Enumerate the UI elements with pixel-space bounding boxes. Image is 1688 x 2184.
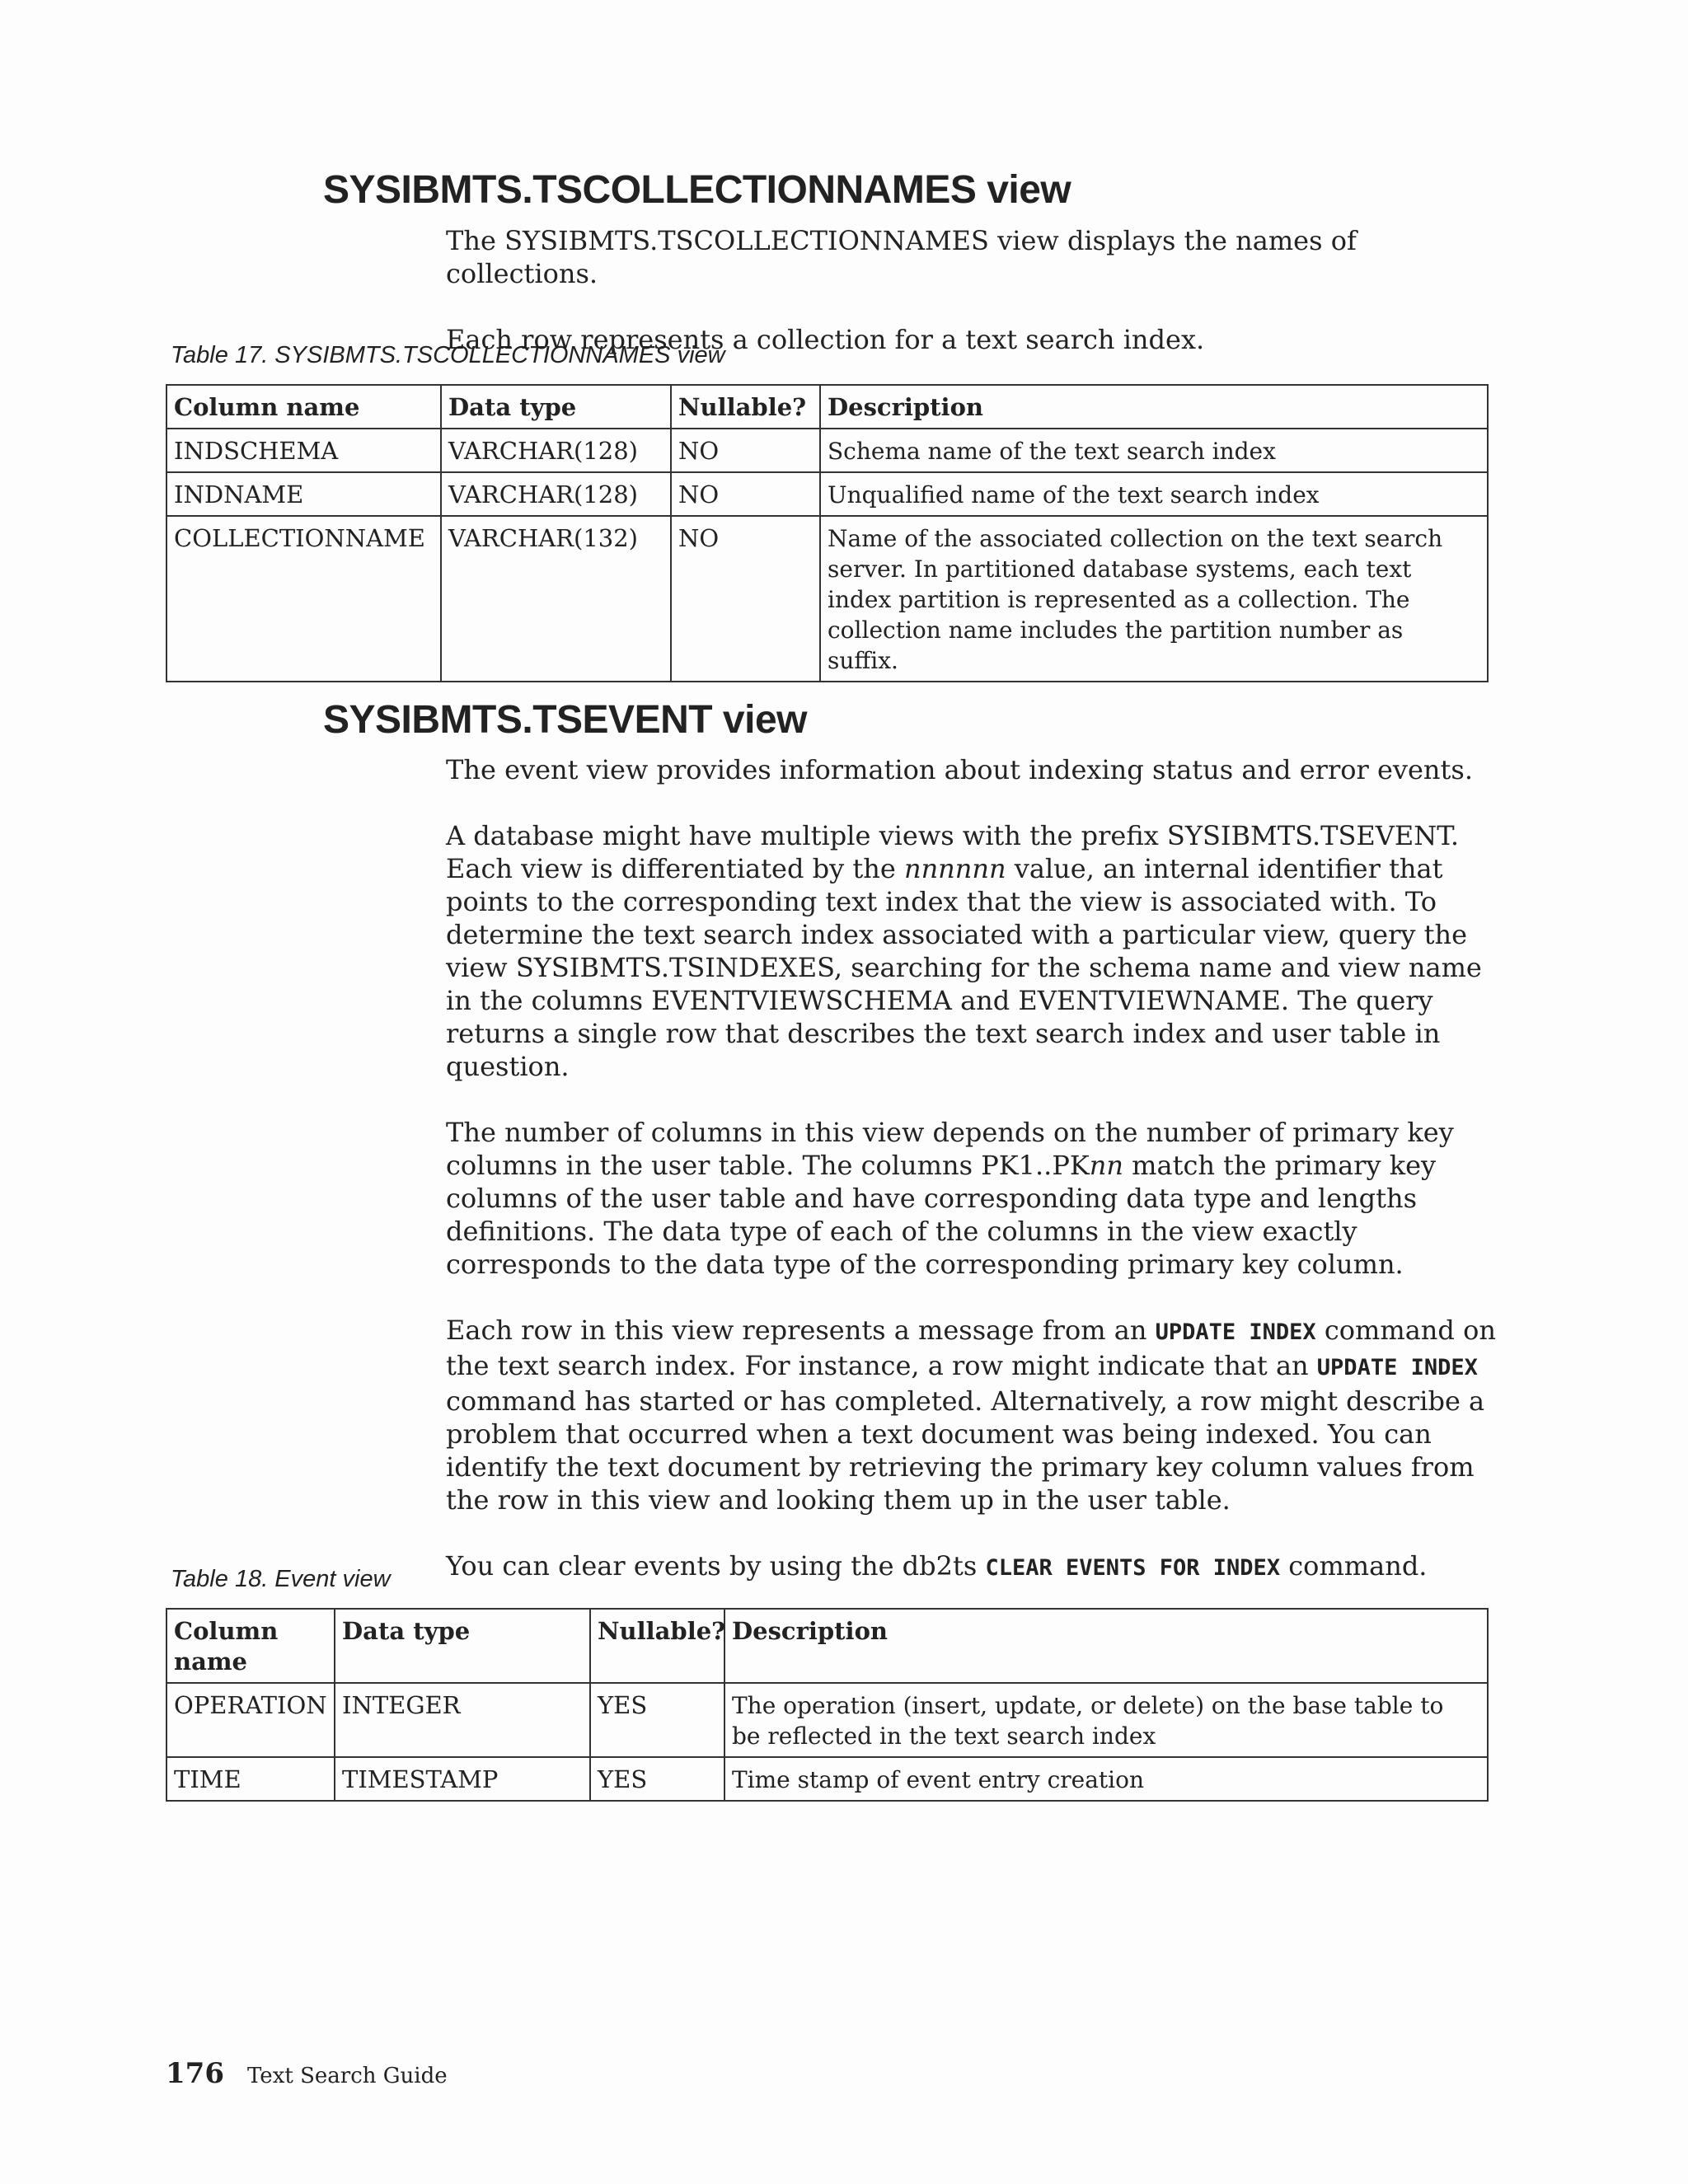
page-number: 176 [166, 2057, 224, 2090]
cell-description: Unqualified name of the text search index [820, 472, 1488, 516]
command-clear-events: CLEAR EVENTS FOR INDEX [985, 1555, 1281, 1581]
header-column-name: Column name [166, 385, 441, 429]
paragraph: Each row represents a collection for a text search index. [446, 324, 1205, 355]
table-tscollectionnames [166, 384, 1489, 682]
cell-data-type: VARCHAR(132) [441, 516, 671, 682]
cell-nullable: NO [671, 516, 820, 682]
cell-nullable: NO [671, 472, 820, 516]
cell-data-type: INTEGER [335, 1683, 590, 1757]
command-update-index: UPDATE INDEX [1155, 1319, 1316, 1345]
cell-data-type: VARCHAR(128) [441, 429, 671, 472]
paragraph: A database might have multiple views with the prefix SYSIBMTS.TSEVENT. Each view is differentiated by the nnnnnn value, an internal identifier that points to the corresponding text index that the view is associated with. To determine the text search index associated with a particular view, query the view SYSIBMTS.TSINDEXES, searching for the schema name and view name in the columns EVENTVIEWSCHEMA and EVENTVIEWNAME. The query returns a single row that describes the text search index and user table in question. [446, 820, 1482, 1082]
paragraph: Each row in this view represents a message from an UPDATE INDEX command on the text search index. For instance, a row might indicate that an UPDATE INDEX command has started or has completed. Alternatively, a row might describe a problem that occurred when a text document was being indexed. You can identify the text document by retrieving the primary key column values from the row in this view and looking them up in the user table. [446, 1315, 1496, 1516]
page-footer [166, 2057, 448, 2090]
table-header-row [166, 1609, 1488, 1683]
table-caption: Table 18. Event view [171, 1566, 391, 1592]
section-title-tsevent: SYSIBMTS.TSEVENT view [323, 698, 807, 742]
cell-column-name: INDNAME [166, 472, 441, 516]
table-row [166, 1683, 1488, 1757]
header-nullable: Nullable? [671, 385, 820, 429]
table-row [166, 516, 1488, 682]
paragraph: The SYSIBMTS.TSCOLLECTIONNAMES view displays the names of collections. [446, 225, 1357, 289]
table-row [166, 472, 1488, 516]
command-update-index: UPDATE INDEX [1316, 1355, 1478, 1380]
table-caption: Table 17. SYSIBMTS.TSCOLLECTIONNAMES view [171, 342, 725, 368]
cell-data-type: VARCHAR(128) [441, 472, 671, 516]
table-header-row [166, 385, 1488, 429]
section2-body [446, 753, 1501, 1618]
header-description: Description [820, 385, 1488, 429]
guide-title: Text Search Guide [246, 2064, 448, 2088]
header-data-type: Data type [335, 1609, 590, 1683]
cell-nullable: NO [671, 429, 820, 472]
cell-data-type: TIMESTAMP [335, 1757, 590, 1801]
table-event-view [166, 1608, 1489, 1802]
cell-nullable: YES [590, 1757, 724, 1801]
header-column-name: Column name [166, 1609, 335, 1683]
paragraph: You can clear events by using the db2ts CLEAR EVENTS FOR INDEX command. [446, 1550, 1428, 1582]
paragraph: The event view provides information about indexing status and error events. [446, 754, 1473, 785]
cell-column-name: TIME [166, 1757, 335, 1801]
header-nullable: Nullable? [590, 1609, 724, 1683]
header-data-type: Data type [441, 385, 671, 429]
cell-column-name: OPERATION [166, 1683, 335, 1757]
cell-description: The operation (insert, update, or delete) on the base table to be reflected in the text search index [724, 1683, 1488, 1757]
table-row [166, 429, 1488, 472]
paragraph: The number of columns in this view depends on the number of primary key columns in the user table. The columns PK1..PKnn match the primary key columns of the user table and have corresponding data type and lengths definitions. The data type of each of the columns in the view exactly corresponds to the data type of the corresponding primary key column. [446, 1117, 1454, 1280]
section-title-tscollectionnames: SYSIBMTS.TSCOLLECTIONNAMES view [323, 168, 1071, 212]
cell-nullable: YES [590, 1683, 724, 1757]
table-row [166, 1757, 1488, 1801]
cell-column-name: INDSCHEMA [166, 429, 441, 472]
cell-description: Time stamp of event entry creation [724, 1757, 1488, 1801]
cell-column-name: COLLECTIONNAME [166, 516, 441, 682]
header-description: Description [724, 1609, 1488, 1683]
cell-description: Name of the associated collection on the text search server. In partitioned database systems, each text index partition is represented as a collection. The collection name includes the partition number as suffix. [820, 516, 1488, 682]
cell-description: Schema name of the text search index [820, 429, 1488, 472]
